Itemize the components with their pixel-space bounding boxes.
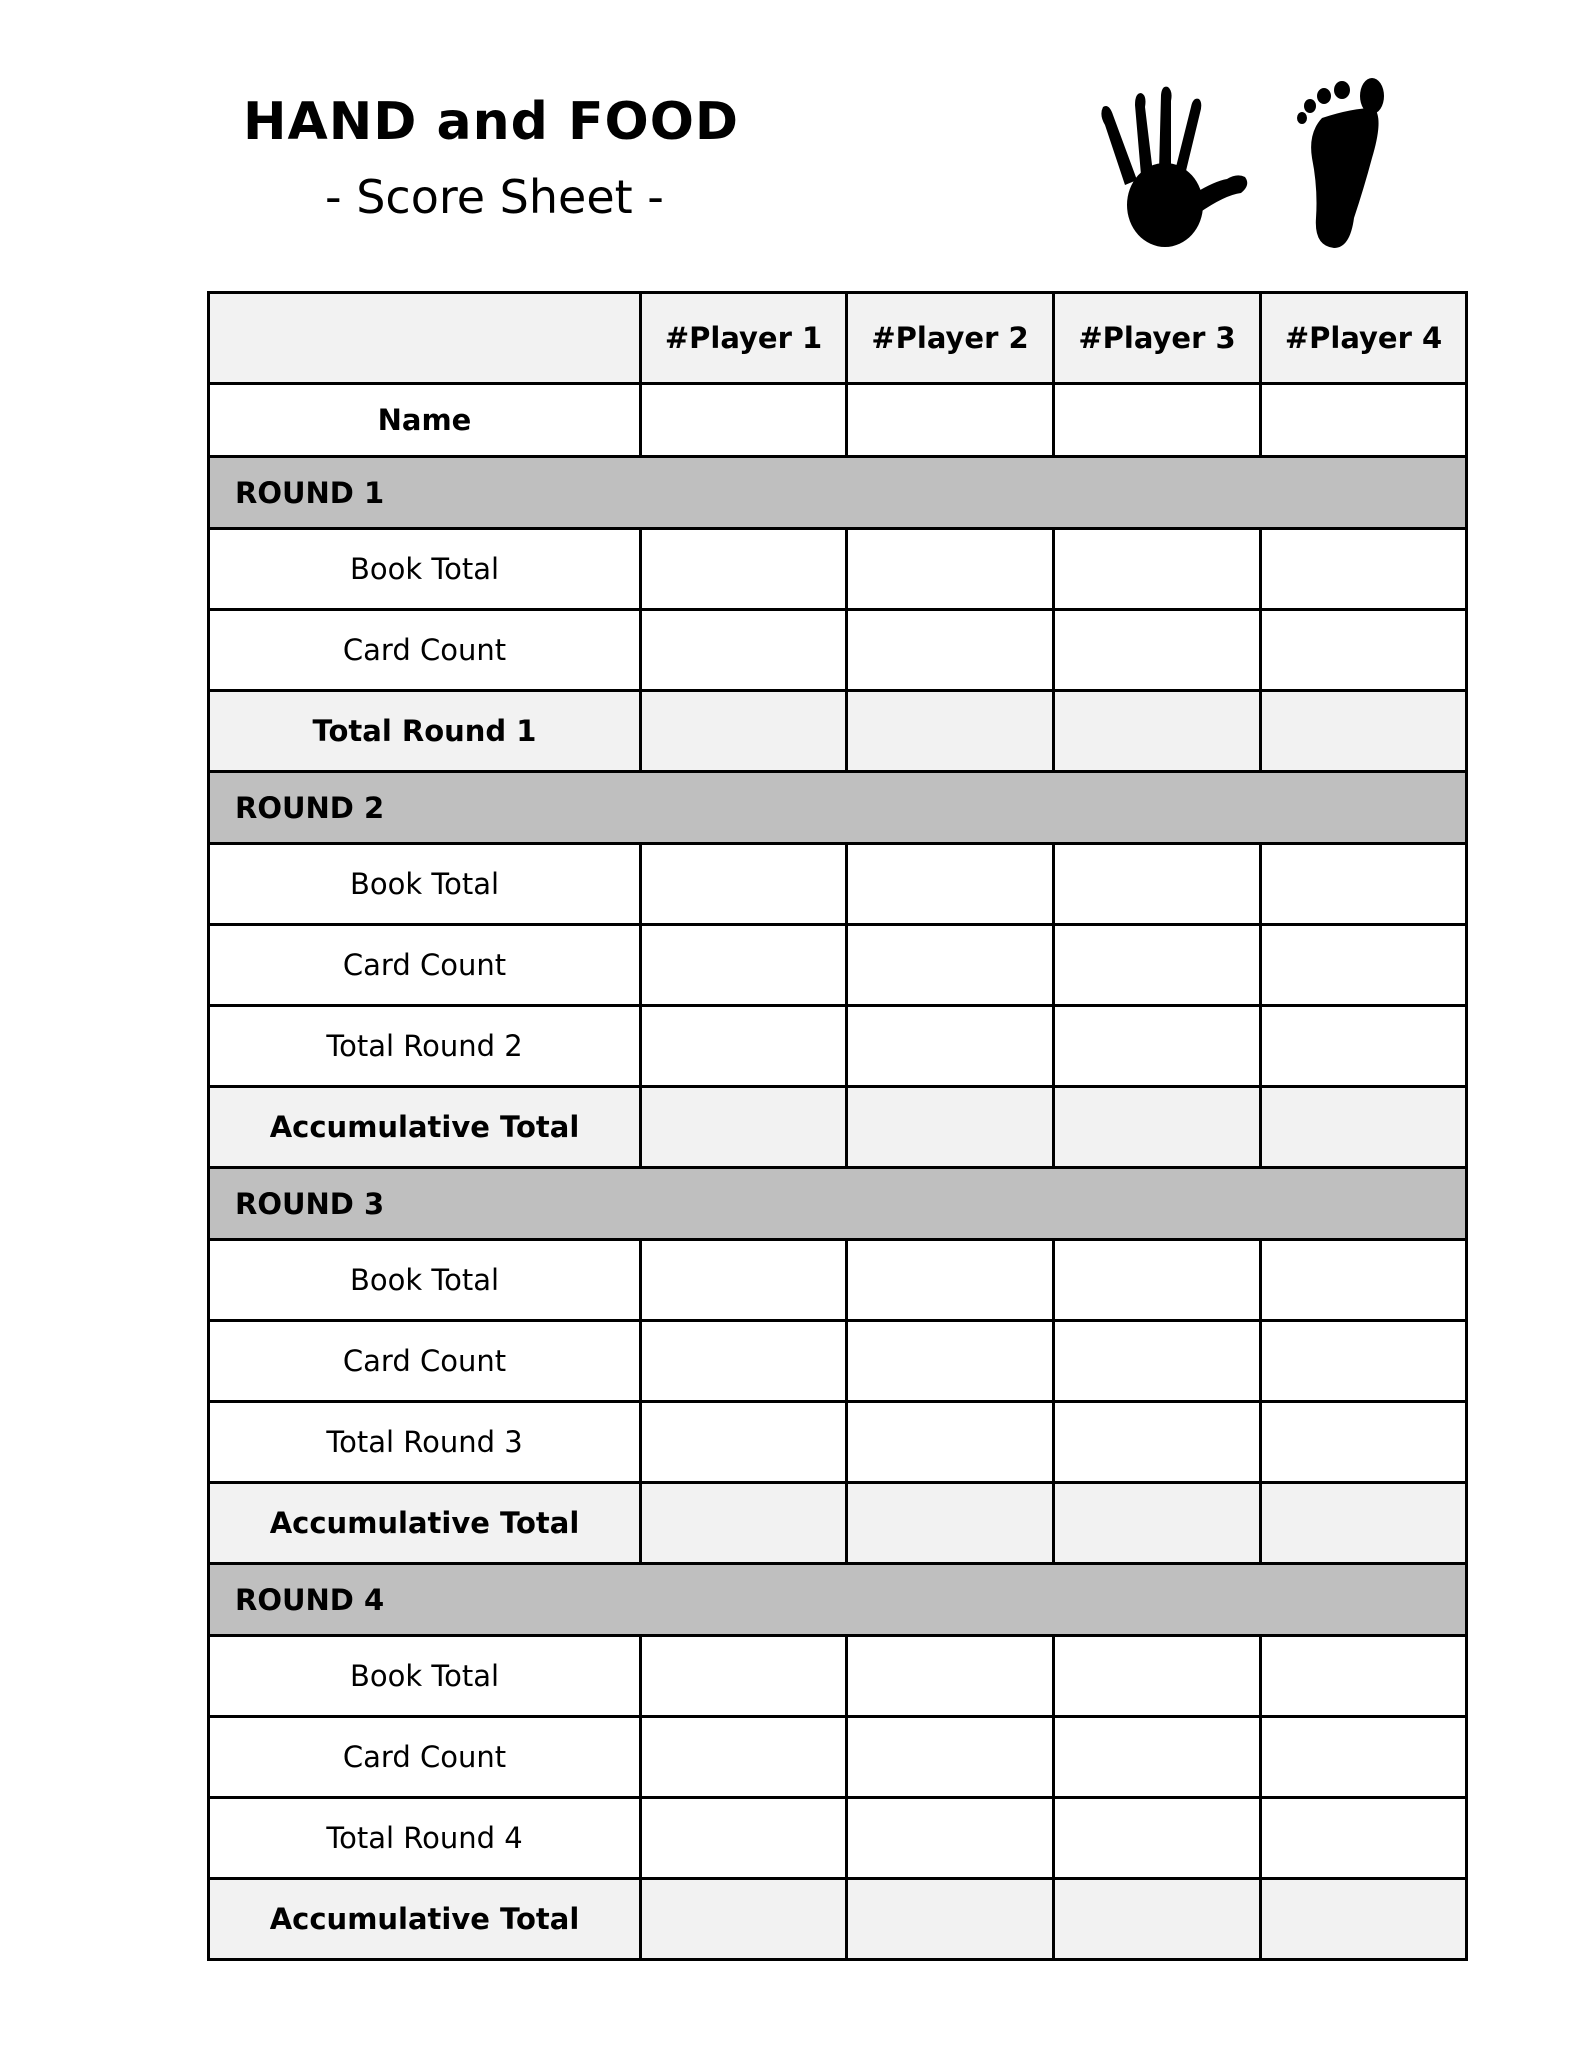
score-cell-player-4[interactable]: [1261, 1321, 1467, 1402]
name-label: Name: [209, 384, 641, 457]
score-cell-player-1[interactable]: [641, 925, 847, 1006]
score-row: [209, 1879, 1467, 1960]
score-cell-player-2[interactable]: [847, 691, 1054, 772]
corner-cell: [209, 293, 641, 384]
sheet-title: HAND and FOOD: [243, 92, 740, 152]
round-title: ROUND 1: [209, 457, 1467, 529]
player-header-3: #Player 3: [1054, 293, 1261, 384]
row-label: Total Round 4: [209, 1798, 641, 1879]
score-cell-player-4[interactable]: [1261, 925, 1467, 1006]
score-cell-player-2[interactable]: [847, 1798, 1054, 1879]
score-cell-player-2[interactable]: [847, 925, 1054, 1006]
score-cell-player-3[interactable]: [1054, 1717, 1261, 1798]
score-cell-player-1[interactable]: [641, 1321, 847, 1402]
score-cell-player-4[interactable]: [1261, 1402, 1467, 1483]
row-label: Book Total: [209, 844, 641, 925]
score-cell-player-4[interactable]: [1261, 691, 1467, 772]
score-cell-player-2[interactable]: [847, 1636, 1054, 1717]
name-input-player-2[interactable]: [847, 384, 1054, 457]
score-row: [209, 529, 1467, 610]
header-row: [209, 293, 1467, 384]
score-cell-player-2[interactable]: [847, 1717, 1054, 1798]
row-label: Accumulative Total: [209, 1483, 641, 1564]
row-label: Total Round 1: [209, 691, 641, 772]
score-cell-player-3[interactable]: [1054, 1321, 1261, 1402]
row-label: Accumulative Total: [209, 1087, 641, 1168]
score-cell-player-3[interactable]: [1054, 1798, 1261, 1879]
score-cell-player-3[interactable]: [1054, 610, 1261, 691]
handprint-icon: [1095, 85, 1270, 247]
score-cell-player-1[interactable]: [641, 844, 847, 925]
score-cell-player-3[interactable]: [1054, 844, 1261, 925]
score-cell-player-4[interactable]: [1261, 1636, 1467, 1717]
row-label: Card Count: [209, 925, 641, 1006]
round-title: ROUND 2: [209, 772, 1467, 844]
score-cell-player-1[interactable]: [641, 1879, 847, 1960]
score-cell-player-3[interactable]: [1054, 1879, 1261, 1960]
score-cell-player-3[interactable]: [1054, 1006, 1261, 1087]
score-cell-player-1[interactable]: [641, 1240, 847, 1321]
row-label: Book Total: [209, 1240, 641, 1321]
score-cell-player-1[interactable]: [641, 1798, 847, 1879]
score-cell-player-2[interactable]: [847, 1240, 1054, 1321]
score-cell-player-4[interactable]: [1261, 1006, 1467, 1087]
score-row: [209, 1240, 1467, 1321]
score-cell-player-3[interactable]: [1054, 925, 1261, 1006]
score-cell-player-2[interactable]: [847, 529, 1054, 610]
round-header-row: [209, 1168, 1467, 1240]
score-cell-player-1[interactable]: [641, 1717, 847, 1798]
name-input-player-4[interactable]: [1261, 384, 1467, 457]
score-cell-player-4[interactable]: [1261, 1717, 1467, 1798]
row-label: Card Count: [209, 1717, 641, 1798]
score-cell-player-3[interactable]: [1054, 1483, 1261, 1564]
name-input-player-3[interactable]: [1054, 384, 1261, 457]
score-cell-player-2[interactable]: [847, 610, 1054, 691]
score-cell-player-1[interactable]: [641, 1087, 847, 1168]
score-row: [209, 1798, 1467, 1879]
sheet-subtitle: - Score Sheet -: [325, 170, 664, 224]
score-cell-player-3[interactable]: [1054, 1402, 1261, 1483]
score-cell-player-1[interactable]: [641, 1636, 847, 1717]
score-cell-player-1[interactable]: [641, 1483, 847, 1564]
score-cell-player-4[interactable]: [1261, 1879, 1467, 1960]
score-row: [209, 691, 1467, 772]
score-row: [209, 1636, 1467, 1717]
score-row: [209, 610, 1467, 691]
score-row: [209, 844, 1467, 925]
score-cell-player-4[interactable]: [1261, 1798, 1467, 1879]
round-header-row: [209, 1564, 1467, 1636]
score-cell-player-2[interactable]: [847, 1006, 1054, 1087]
score-cell-player-3[interactable]: [1054, 1636, 1261, 1717]
score-row: [209, 1087, 1467, 1168]
round-header-row: [209, 457, 1467, 529]
score-cell-player-4[interactable]: [1261, 1483, 1467, 1564]
row-label: Total Round 2: [209, 1006, 641, 1087]
score-cell-player-4[interactable]: [1261, 1087, 1467, 1168]
row-label: Book Total: [209, 529, 641, 610]
score-cell-player-1[interactable]: [641, 1006, 847, 1087]
score-cell-player-2[interactable]: [847, 1879, 1054, 1960]
score-cell-player-2[interactable]: [847, 844, 1054, 925]
score-cell-player-2[interactable]: [847, 1087, 1054, 1168]
score-cell-player-3[interactable]: [1054, 529, 1261, 610]
score-row: [209, 1006, 1467, 1087]
row-label: Accumulative Total: [209, 1879, 641, 1960]
score-cell-player-1[interactable]: [641, 691, 847, 772]
score-table: [207, 291, 1468, 1961]
score-row: [209, 1402, 1467, 1483]
score-cell-player-2[interactable]: [847, 1483, 1054, 1564]
score-cell-player-4[interactable]: [1261, 844, 1467, 925]
score-cell-player-3[interactable]: [1054, 691, 1261, 772]
row-label: Card Count: [209, 610, 641, 691]
player-header-2: #Player 2: [847, 293, 1054, 384]
score-cell-player-2[interactable]: [847, 1402, 1054, 1483]
name-input-player-1[interactable]: [641, 384, 847, 457]
round-title: ROUND 4: [209, 1564, 1467, 1636]
score-cell-player-1[interactable]: [641, 610, 847, 691]
score-cell-player-1[interactable]: [641, 529, 847, 610]
round-title: ROUND 3: [209, 1168, 1467, 1240]
score-cell-player-3[interactable]: [1054, 1087, 1261, 1168]
score-cell-player-1[interactable]: [641, 1402, 847, 1483]
round-header-row: [209, 772, 1467, 844]
score-row: [209, 1717, 1467, 1798]
row-label: Book Total: [209, 1636, 641, 1717]
footprint-icon: [1272, 78, 1397, 250]
score-cell-player-3[interactable]: [1054, 1240, 1261, 1321]
score-cell-player-4[interactable]: [1261, 610, 1467, 691]
row-label: Card Count: [209, 1321, 641, 1402]
score-cell-player-4[interactable]: [1261, 1240, 1467, 1321]
score-cell-player-4[interactable]: [1261, 529, 1467, 610]
name-row: [209, 384, 1467, 457]
row-label: Total Round 3: [209, 1402, 641, 1483]
score-cell-player-2[interactable]: [847, 1321, 1054, 1402]
score-row: [209, 925, 1467, 1006]
player-header-1: #Player 1: [641, 293, 847, 384]
player-header-4: #Player 4: [1261, 293, 1467, 384]
score-row: [209, 1483, 1467, 1564]
score-row: [209, 1321, 1467, 1402]
